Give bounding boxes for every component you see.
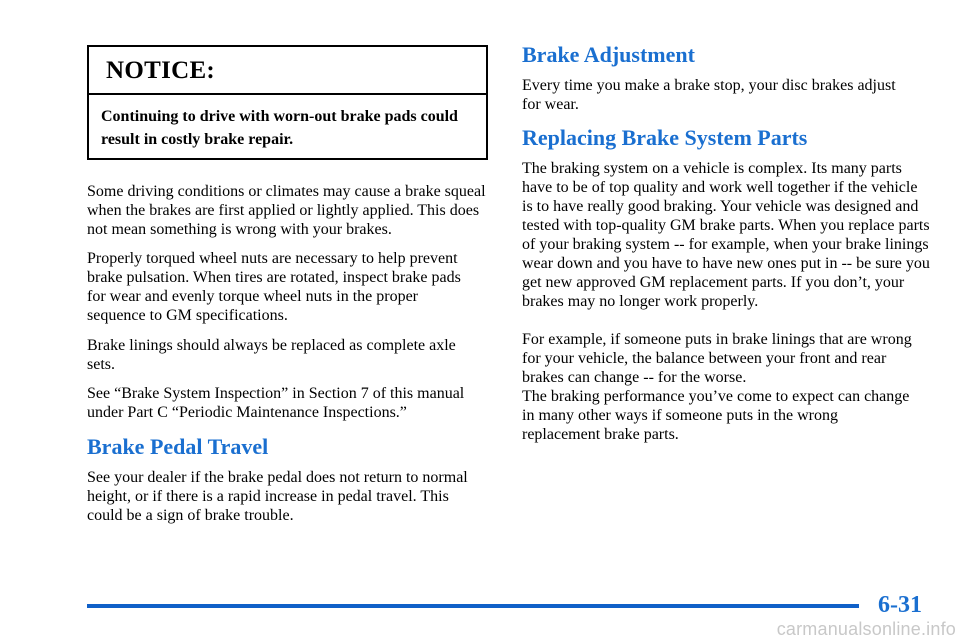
paragraph-inspection-reference: See “Brake System Inspection” in Section 7 of this manual under Part C “Periodic Maintenance Inspections.” (87, 385, 465, 421)
paragraph-wrong-linings: For example, if someone puts in brake linings that are wrong for your vehicle, the balance between your front and rear brakes can change -- for the worse. (522, 331, 912, 386)
paragraph-wheel-nuts: Properly torqued wheel nuts are necessary to help prevent brake pulsation. When tires are rotated, inspect brake pads for wear and evenly torque wheel nuts in the proper sequence to GM specifications. (87, 250, 461, 324)
paragraph-brake-adjustment: Every time you make a brake stop, your disc brakes adjust for wear. (522, 77, 896, 113)
heading-brake-adjustment: Brake Adjustment (522, 42, 695, 67)
notice-box (87, 45, 488, 160)
paragraph-brake-squeal: Some driving conditions or climates may cause a brake squeal when the brakes are first applied or lightly applied. This does not mean something is wrong with your brakes. (87, 183, 486, 238)
notice-text: Continuing to drive with worn-out brake pads could result in costly brake repair. (101, 108, 458, 148)
footer-rule (87, 604, 859, 608)
paragraph-brake-linings: Brake linings should always be replaced as complete axle sets. (87, 337, 456, 373)
watermark: carmanualsonline.info (776, 619, 956, 639)
paragraph-braking-performance: The braking performance you’ve come to expect can change in many other ways if someone puts in the wrong replacement brake parts. (522, 388, 910, 443)
heading-replacing-parts: Replacing Brake System Parts (522, 125, 808, 150)
paragraph-brake-pedal: See your dealer if the brake pedal does not return to normal height, or if there is a rapid increase in pedal travel. This could be a sign of brake trouble. (87, 469, 468, 524)
notice-title: NOTICE: (89, 47, 486, 95)
paragraph-replacing-parts: The braking system on a vehicle is complex. Its many parts have to be of top quality and work well together if the vehicle is to have really good braking. Your vehicle was designed and tested with top-quality GM brake parts. When you replace parts of your braking system -- for example, when your brake linings wear down and you have to have new ones put in -- be sure you get new approved GM replacement parts. If you don’t, your brakes may no longer work properly. (522, 160, 930, 310)
page-number: 6-31 (878, 592, 922, 618)
heading-brake-pedal-travel: Brake Pedal Travel (87, 434, 269, 459)
